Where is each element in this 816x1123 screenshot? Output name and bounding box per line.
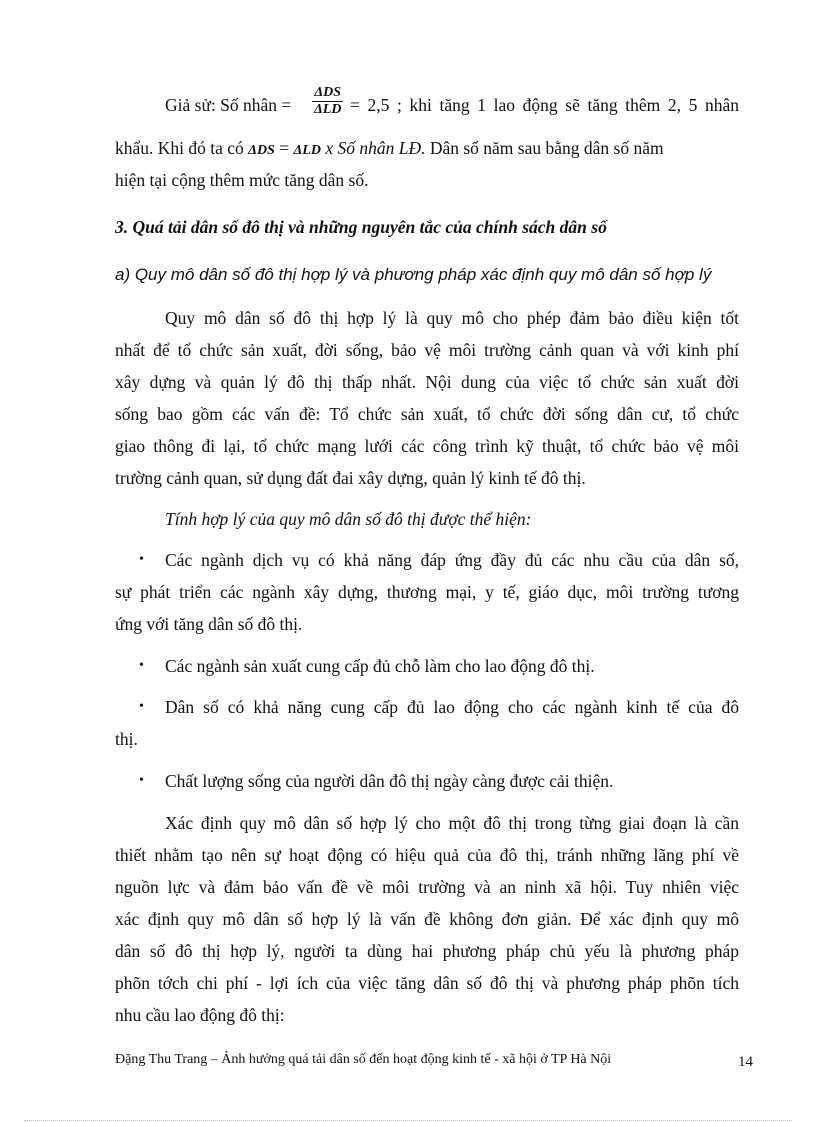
fraction bbox=[312, 85, 343, 118]
formula-line-2-start: khẩu. Khi đó ta có bbox=[115, 138, 249, 158]
delta-ds-symbol: ΔDS bbox=[248, 143, 275, 158]
italic-intro: Tính hợp lý của quy mô dân số đô thị được thể hiện: bbox=[165, 509, 532, 529]
bullet-4-line: Chất lượng sống của người dân đô thị ngày càng được cải thiện. bbox=[165, 771, 614, 791]
formula-line-2 bbox=[115, 137, 739, 162]
equals-sign: = bbox=[274, 138, 294, 158]
bullet-1-line: ứng với tăng dân số đô thị. bbox=[115, 614, 303, 634]
bullet-icon: • bbox=[139, 773, 144, 788]
para1-line: Quy mô dân số đô thị hợp lý là quy mô cho phép đảm bảo điều kiện tốt bbox=[165, 308, 739, 328]
formula-line-3: hiện tại cộng thêm mức tăng dân số. bbox=[115, 170, 369, 190]
para1-line: giao thông đi lại, tổ chức mạng lưới các công trình kỹ thuật, tổ chức bảo vệ môi bbox=[115, 436, 739, 456]
fraction-denominator: ΔLD bbox=[314, 102, 342, 117]
bullet-2-line: Các ngành sản xuất cung cấp đủ chỗ làm cho lao động đô thị. bbox=[165, 656, 595, 676]
formula-italic-tail: x Số nhân LĐ. bbox=[320, 138, 426, 158]
para1-line: sống bao gồm các vấn đề: Tổ chức sản xuất, tổ chức đời sống dân cư, tổ chức bbox=[115, 404, 739, 424]
delta-ld-symbol: ΔLD bbox=[293, 143, 321, 158]
formula-line-1-tail: = 2,5 ; khi tăng 1 lao động sẽ tăng thêm 2, 5 nhân bbox=[350, 95, 739, 115]
page-number: 14 bbox=[738, 1054, 753, 1070]
formula-intro: Giả sử: Số nhân = bbox=[165, 95, 292, 115]
para2-line: dân số đô thị hợp lý, người ta dùng hai phương pháp chủ yếu là phương pháp bbox=[115, 941, 739, 961]
bullet-1-line: sự phát triển các ngành xây dựng, thương mại, y tế, giáo dục, môi trường tương bbox=[115, 582, 739, 602]
para1-line: trường cảnh quan, sử dụng đất đai xây dựng, quản lý kinh tế đô thị. bbox=[115, 468, 586, 488]
bullet-3-line: thị. bbox=[115, 729, 138, 749]
bullet-icon: • bbox=[139, 699, 144, 714]
fraction-numerator: ΔDS bbox=[312, 85, 343, 102]
bullet-3-line: Dân số có khả năng cung cấp đủ lao động cho các ngành kinh tế của đô bbox=[165, 697, 739, 717]
page-footer: Đặng Thu Trang – Ảnh hưởng quá tải dân số đến hoạt động kinh tế - xã hội ở TP Hà Nội bbox=[115, 1052, 612, 1067]
para2-line: nhu cầu lao động đô thị: bbox=[115, 1005, 285, 1025]
para1-line: nhất để tổ chức sản xuất, đời sống, bảo vệ môi trường cảnh quan và với kinh phí bbox=[115, 340, 739, 360]
para1-line: xây dựng và quản lý đô thị thấp nhất. Nội dung của việc tổ chức sản xuất đời bbox=[115, 372, 739, 392]
para2-line: phõn tớch chi phí - lợi ích của việc tăng dân số đô thị và phương pháp phõn tích bbox=[115, 973, 739, 993]
bullet-icon: • bbox=[139, 552, 144, 567]
section-heading-3: 3. Quá tải dân số đô thị và những nguyên tắc của chính sách dân số bbox=[115, 217, 607, 237]
para2-line: xác định quy mô dân số hợp lý là vấn đề không đơn giản. Để xác định quy mô bbox=[115, 909, 739, 929]
bullet-1-line: Các ngành dịch vụ có khả năng đáp ứng đầy đủ các nhu cầu của dân số, bbox=[165, 550, 739, 570]
formula-line-2-end: Dân số năm sau bằng dân số năm bbox=[425, 138, 664, 158]
para2-line: Xác định quy mô dân số hợp lý cho một đô thị trong từng giai đoạn là cần bbox=[165, 813, 739, 833]
subheading-a: a) Quy mô dân số đô thị hợp lý và phương pháp xác định quy mô dân số hợp lý bbox=[115, 265, 712, 284]
bullet-icon: • bbox=[139, 658, 144, 673]
page-bottom-border bbox=[24, 1120, 792, 1121]
para2-line: nguồn lực và đảm bảo vấn đề về môi trường và an ninh xã hội. Tuy nhiên việc bbox=[115, 877, 739, 897]
para2-line: thiết nhằm tạo nên sự hoạt động có hiệu quả của đô thị, tránh những lãng phí về bbox=[115, 845, 739, 865]
